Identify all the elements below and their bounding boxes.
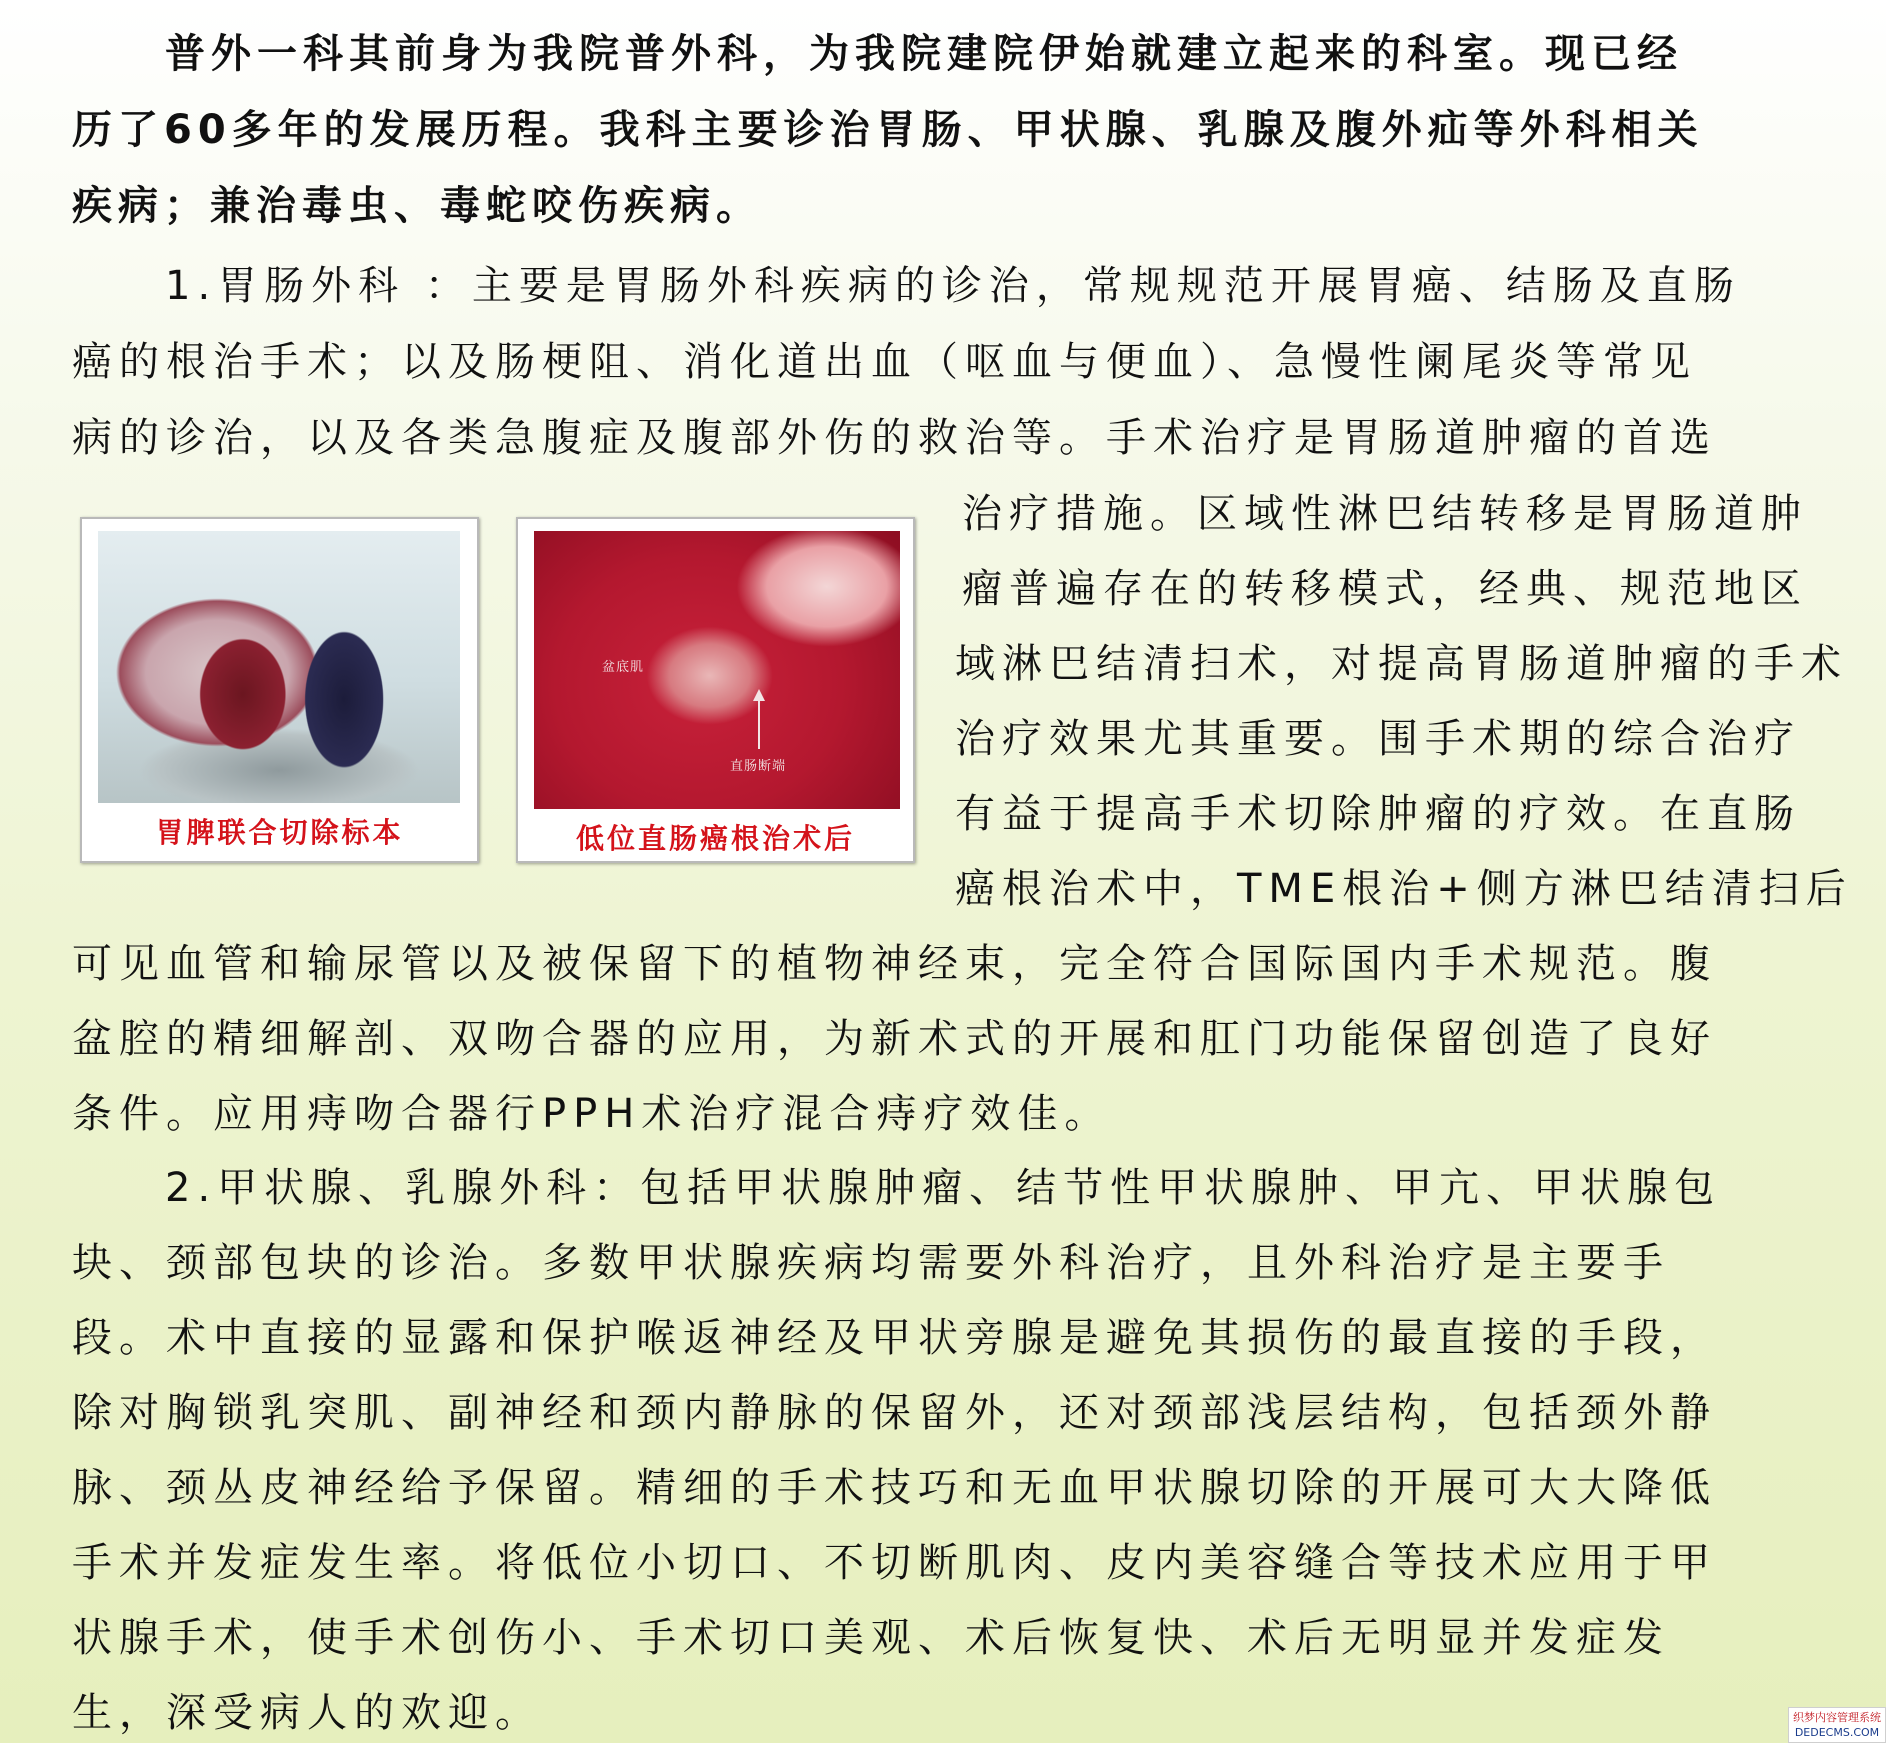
specimen-photo bbox=[98, 531, 460, 803]
section2-line-8: 生，深受病人的欢迎。 bbox=[72, 1690, 542, 1736]
section1-side-line-1: 治疗措施。区域性淋巴结转移是胃肠道肿 bbox=[962, 491, 1808, 537]
intro-line-2: 历了60多年的发展历程。我科主要诊治胃肠、甲状腺、乳腺及腹外疝等外科相关 bbox=[72, 107, 1704, 153]
section2-line-3: 段。术中直接的显露和保护喉返神经及甲状旁腺是避免其损伤的最直接的手段， bbox=[72, 1315, 1717, 1361]
section1-line-5: 盆腔的精细解剖、双吻合器的应用，为新术式的开展和肛门功能保留创造了良好 bbox=[72, 1016, 1717, 1062]
photo-caption-specimen: 胃脾联合切除标本 bbox=[155, 816, 404, 849]
section2-line-5: 脉、颈丛皮神经给予保留。精细的手术技巧和无血甲状腺切除的开展可大大降低 bbox=[72, 1465, 1717, 1511]
photo-inner-label-pelvic-floor: 盆底肌 bbox=[602, 660, 645, 675]
section2-line-6: 手术并发症发生率。将低位小切口、不切断肌肉、皮内美容缝合等技术应用于甲 bbox=[72, 1540, 1717, 1586]
intro-line-1: 普外一科其前身为我院普外科，为我院建院伊始就建立起来的科室。现已经 bbox=[165, 31, 1683, 77]
section1-line-2: 癌的根治手术；以及肠梗阻、消化道出血（呕血与便血）、急慢性阑尾炎等常见 bbox=[72, 339, 1697, 385]
arrow-shaft bbox=[758, 699, 760, 749]
section1-line-1: 1.胃肠外科 ：主要是胃肠外科疾病的诊治，常规规范开展胃癌、结肠及直肠 bbox=[165, 263, 1741, 309]
section2-line-7: 状腺手术，使手术创伤小、手术切口美观、术后恢复快、术后无明显并发症发 bbox=[72, 1615, 1670, 1661]
section1-side-line-6: 癌根治术中，TME根治+侧方淋巴结清扫后 bbox=[955, 866, 1853, 912]
photo-inner-label-rectal-stump: 直肠断端 bbox=[730, 759, 787, 774]
section1-side-line-3: 域淋巴结清扫术，对提高胃肠道肿瘤的手术 bbox=[955, 641, 1848, 687]
intro-line-3: 疾病；兼治毒虫、毒蛇咬伤疾病。 bbox=[72, 183, 762, 229]
watermark-line-2: DEDECMS.COM bbox=[1794, 1726, 1880, 1739]
section1-side-line-5: 有益于提高手术切除肿瘤的疗效。在直肠 bbox=[955, 791, 1801, 837]
section2-line-4: 除对胸锁乳突肌、副神经和颈内静脉的保留外，还对颈部浅层结构，包括颈外静 bbox=[72, 1390, 1717, 1436]
photo-card-postop bbox=[516, 517, 915, 863]
photo-card-specimen bbox=[80, 517, 479, 863]
photo-caption-postop: 低位直肠癌根治术后 bbox=[575, 822, 855, 855]
section1-side-line-2: 瘤普遍存在的转移模式，经典、规范地区 bbox=[962, 566, 1808, 612]
section2-line-2: 块、颈部包块的诊治。多数甲状腺疾病均需要外科治疗，且外科治疗是主要手 bbox=[72, 1240, 1670, 1286]
postop-photo bbox=[534, 531, 900, 809]
section1-line-3: 病的诊治，以及各类急腹症及腹部外伤的救治等。手术治疗是胃肠道肿瘤的首选 bbox=[72, 415, 1717, 461]
section1-line-6: 条件。应用痔吻合器行PPH术治疗混合痔疗效佳。 bbox=[72, 1091, 1112, 1137]
section1-side-line-4: 治疗效果尤其重要。围手术期的综合治疗 bbox=[955, 716, 1801, 762]
section2-line-1: 2.甲状腺、乳腺外科：包括甲状腺肿瘤、结节性甲状腺肿、甲亢、甲状腺包 bbox=[165, 1165, 1722, 1211]
watermark-line-1: 织梦内容管理系统 bbox=[1793, 1711, 1881, 1724]
section1-line-4: 可见血管和输尿管以及被保留下的植物神经束，完全符合国际国内手术规范。腹 bbox=[72, 941, 1717, 987]
watermark-logo bbox=[1788, 1707, 1886, 1743]
